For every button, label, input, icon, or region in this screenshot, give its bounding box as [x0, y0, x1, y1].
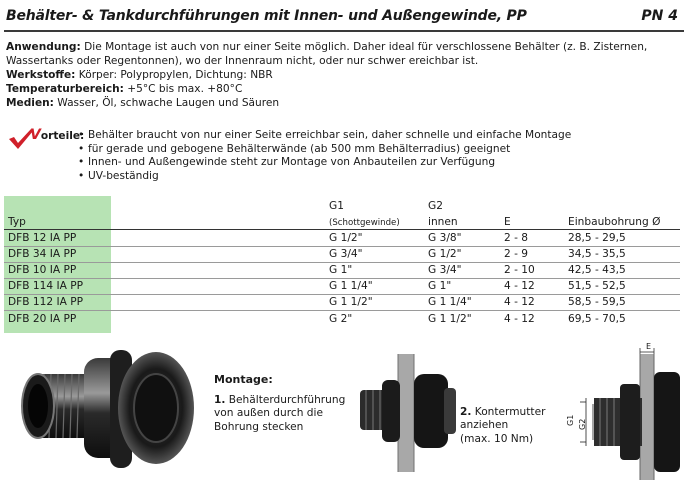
cell-g2: G 1 1/4"	[428, 296, 472, 308]
cell-bohrung: 28,5 - 29,5	[568, 232, 626, 244]
cell-typ: DFB 114 IA PP	[8, 280, 83, 292]
montage-section	[0, 340, 688, 481]
header-g2-sub: innen	[428, 216, 458, 228]
cell-e: 4 - 12	[504, 313, 535, 325]
werkstoffe-value: Körper: Polypropylen, Dichtung: NBR	[75, 69, 273, 81]
cell-g1: G 1/2"	[329, 232, 363, 244]
cell-bohrung: 51,5 - 52,5	[568, 280, 626, 292]
step-1-line-1	[214, 394, 345, 407]
cell-typ: DFB 20 IA PP	[8, 313, 77, 325]
cell-g1: G 2"	[329, 313, 353, 325]
cell-g2: G 1"	[428, 280, 452, 292]
cell-e: 4 - 12	[504, 280, 535, 292]
step-2-text	[460, 406, 545, 446]
product-table	[4, 196, 680, 333]
cell-bohrung: 42,5 - 43,5	[568, 264, 626, 276]
page-title: Behälter- & Tankdurchführungen mit Innen- und Außengewinde, PP	[6, 8, 527, 24]
header-g1: G1	[329, 200, 344, 212]
row-divider	[4, 262, 680, 263]
product-photo	[6, 342, 206, 480]
header-e: E	[504, 216, 511, 228]
medien-line	[6, 96, 682, 110]
cell-g1: G 3/4"	[329, 248, 363, 260]
mounted-fitting-illustration	[360, 354, 460, 472]
step-1-line-3: Bohrung stecken	[214, 420, 304, 433]
step-1-line-2: von außen durch die	[214, 407, 323, 420]
header-bohrung: Einbaubohrung Ø	[568, 216, 661, 228]
row-divider	[4, 294, 680, 295]
row-divider	[4, 246, 680, 247]
temperatur-value: +5°C bis max. +80°C	[123, 83, 243, 95]
vorteile-item: • Innen- und Außengewinde steht zur Montage von Anbauteilen zur Verfügung	[78, 156, 571, 170]
row-divider	[4, 310, 680, 311]
vorteile-label-initial: V	[30, 127, 41, 143]
step-1-text-1: Behälterdurchführung	[225, 394, 346, 406]
step-2-line-1	[460, 406, 545, 419]
info-block	[6, 40, 682, 110]
vorteile-item: • Behälter braucht von nur einer Seite erreichbar sein, daher schnelle und einfache Montage	[78, 129, 571, 143]
pressure-rating: PN 4	[641, 8, 678, 24]
montage-title: Montage:	[214, 373, 273, 386]
anwendung-text-2: Wassertanks oder Regentonnen), wo der Innenraum nicht, oder nur schwer ereichbar ist.	[6, 55, 479, 67]
cell-bohrung: 69,5 - 70,5	[568, 313, 626, 325]
cell-bohrung: 34,5 - 35,5	[568, 248, 626, 260]
header-typ: Typ	[8, 216, 26, 228]
cell-g2: G 1 1/2"	[428, 313, 472, 325]
title-bar	[4, 6, 684, 32]
step-2-text-1: Kontermutter	[471, 406, 546, 418]
label-e: E	[646, 342, 652, 351]
cell-typ: DFB 10 IA PP	[8, 264, 77, 276]
cell-g1: G 1 1/4"	[329, 280, 373, 292]
vorteile-item: • für gerade und gebogene Behälterwände (ab 500 mm Behälterradius) geeignet	[78, 143, 571, 157]
vorteile-label-rest: orteile:	[40, 130, 85, 142]
cell-g2: G 3/8"	[428, 232, 462, 244]
cell-e: 2 - 8	[504, 232, 529, 244]
vorteile-list	[78, 129, 571, 183]
anwendung-label: Anwendung:	[6, 41, 81, 53]
technical-drawing	[566, 344, 684, 480]
step-1-number: 1.	[214, 394, 226, 406]
cell-e: 2 - 10	[504, 264, 535, 276]
temperatur-line	[6, 82, 682, 96]
header-g1-sub: (Schottgewinde)	[329, 218, 400, 228]
cell-g2: G 1/2"	[428, 248, 462, 260]
medien-label: Medien:	[6, 97, 54, 109]
header-divider	[4, 229, 680, 230]
vorteile-item: • UV-beständig	[78, 170, 571, 184]
cell-bohrung: 58,5 - 59,5	[568, 296, 626, 308]
anwendung-line-1	[6, 40, 682, 54]
label-g1: G1	[566, 414, 575, 426]
label-g2: G2	[578, 418, 587, 430]
step-2-number: 2.	[460, 406, 472, 418]
cell-typ: DFB 34 IA PP	[8, 248, 77, 260]
cell-g2: G 3/4"	[428, 264, 462, 276]
anwendung-text-1: Die Montage ist auch von nur einer Seite möglich. Daher ideal für verschlossene Behälter (z. B. Zisternen,	[80, 41, 648, 53]
cell-typ: DFB 112 IA PP	[8, 296, 83, 308]
medien-value: Wasser, Öl, schwache Laugen und Säuren	[53, 97, 280, 109]
cell-e: 4 - 12	[504, 296, 535, 308]
cell-typ: DFB 12 IA PP	[8, 232, 77, 244]
row-divider	[4, 278, 680, 279]
cell-g1: G 1 1/2"	[329, 296, 373, 308]
step-1-text	[214, 394, 345, 434]
temperatur-label: Temperaturbereich:	[6, 83, 124, 95]
step-2-line-3: (max. 10 Nm)	[460, 432, 534, 445]
werkstoffe-label: Werkstoffe:	[6, 69, 76, 81]
werkstoffe-line	[6, 68, 682, 82]
cell-e: 2 - 9	[504, 248, 529, 260]
header-g2: G2	[428, 200, 443, 212]
vorteile-label	[30, 129, 84, 144]
cell-g1: G 1"	[329, 264, 353, 276]
step-2-line-2: anziehen	[460, 419, 509, 432]
